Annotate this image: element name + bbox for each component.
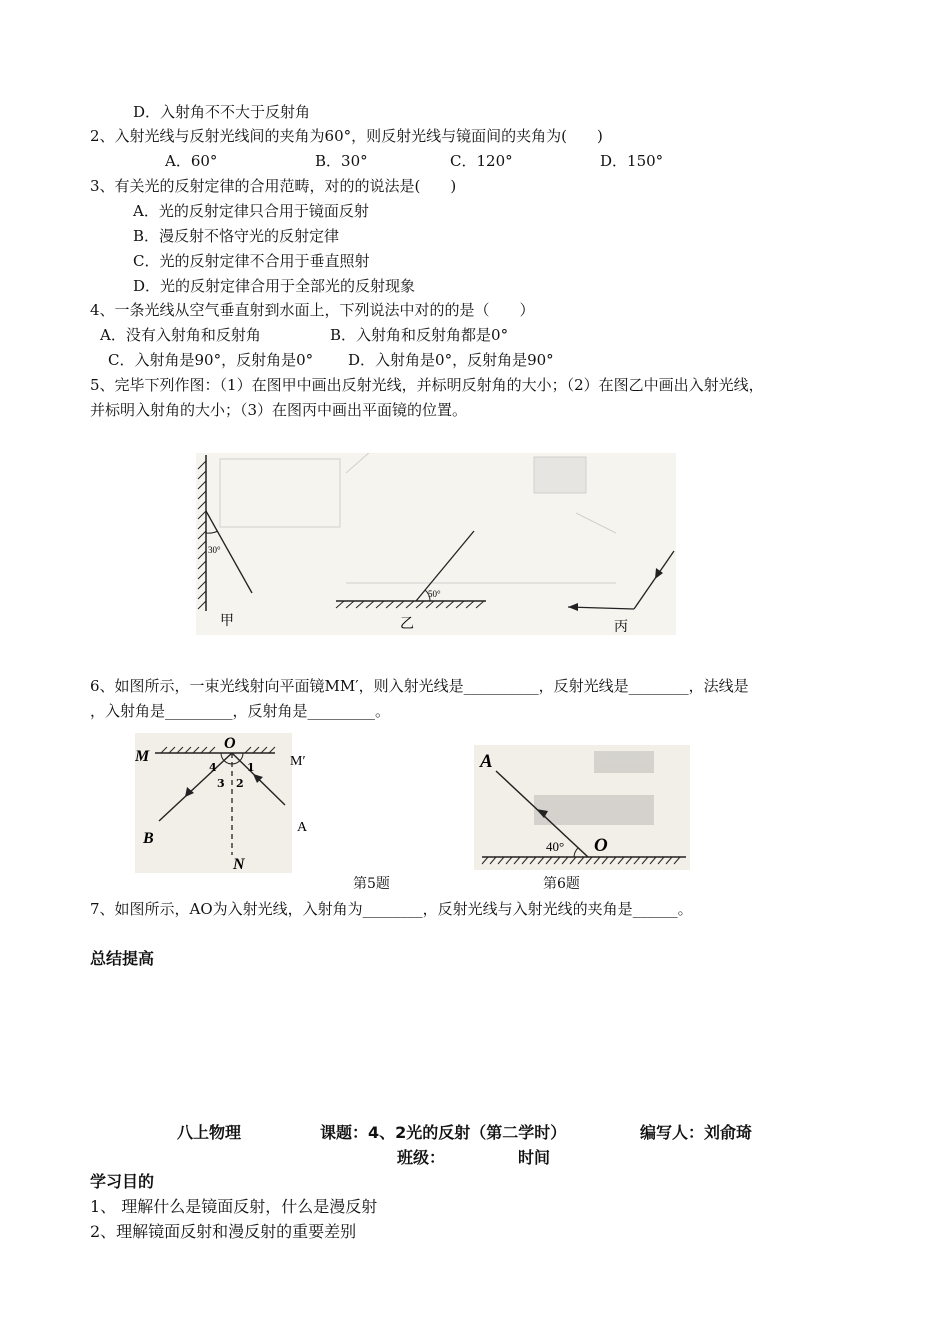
faded-background-print xyxy=(534,751,654,825)
label-b: B xyxy=(143,830,154,847)
q4-option-a: A．没有入射角和反射角 xyxy=(100,326,261,344)
label-m: M xyxy=(135,748,150,765)
mirror-jia xyxy=(198,455,206,611)
summary-heading: 总结提高 xyxy=(90,949,155,968)
label-o: O xyxy=(594,835,608,856)
q3-option-b: B．漫反射不恪守光的反射定律 xyxy=(133,227,340,245)
label-jia: 甲 xyxy=(220,613,234,629)
q4-option-c: C．入射角是90°，反射角是0° xyxy=(108,351,314,369)
mirror-yi xyxy=(336,601,486,608)
caption-question6: 第6题 xyxy=(543,876,580,892)
q3-option-a: A．光的反射定律只合用于镜面反射 xyxy=(133,202,369,220)
ray-bing-incident xyxy=(634,551,674,609)
q6-line2: ，入射角是_________，反射角是_________。 xyxy=(90,702,391,720)
mirror-q6 xyxy=(482,857,686,864)
label-angle-2: 2 xyxy=(236,777,244,790)
header-author: 编写人：刘俞琦 xyxy=(640,1123,753,1142)
angle-label: 40° xyxy=(546,839,565,854)
q1-option-d: D．入射角不不大于反射角 xyxy=(133,103,311,121)
label-a: A xyxy=(480,751,493,772)
q4-option-d: D．入射角是0°，反射角是90° xyxy=(348,351,554,369)
q2-option-b: B．30° xyxy=(315,152,368,170)
header-class: 班级： xyxy=(397,1148,446,1167)
goal-item-2: 2、理解镜面反射和漫反射的重要差别 xyxy=(90,1222,357,1241)
label-yi: 乙 xyxy=(400,616,414,632)
q7-stem: 7、如图所示，AO为入射光线，入射角为________，反射光线与入射光线的夹角是______。 xyxy=(90,900,693,918)
label-angle-4: 4 xyxy=(209,761,217,774)
ray-yi xyxy=(416,531,474,601)
q6-line1: 6、如图所示，一束光线射向平面镜MM′，则入射光线是__________，反射光线是________，法线是 xyxy=(90,677,749,695)
q2-option-a: A．60° xyxy=(165,152,218,170)
q4-option-b: B．入射角和反射角都是0° xyxy=(330,326,509,344)
caption-question5: 第5题 xyxy=(353,876,390,892)
label-a: A xyxy=(297,820,308,835)
goals-heading: 学习目的 xyxy=(90,1172,155,1191)
figure-question6 xyxy=(474,745,690,870)
header-topic: 课题：4、2光的反射（第二学时） xyxy=(320,1123,567,1142)
faded-background-print xyxy=(220,453,616,583)
figure-q5 xyxy=(196,453,676,635)
angle-label-jia: 30° xyxy=(208,545,221,555)
q2-option-c: C．120° xyxy=(450,152,513,170)
q2-stem: 2、入射光线与反射光线间的夹角为60°，则反射光线与镜面间的夹角为( ) xyxy=(90,127,603,145)
angle-arc-jia xyxy=(206,531,218,533)
label-angle-1: 1 xyxy=(247,761,255,774)
angle-arc xyxy=(574,848,578,857)
q3-option-c: C．光的反射定律不合用于垂直照射 xyxy=(133,252,370,270)
label-n: N xyxy=(233,856,245,873)
label-bing: 丙 xyxy=(614,619,628,635)
header-time: 时间 xyxy=(518,1148,551,1167)
arrow-bing-horizontal xyxy=(568,603,578,611)
q5-line2: 并标明入射角的大小；（3）在图丙中画出平面镜的位置。 xyxy=(90,401,468,419)
label-m-prime: M′ xyxy=(290,754,306,769)
q3-stem: 3、有关光的反射定律的合用范畴，对的的说法是( ) xyxy=(90,177,457,195)
figure-question5 xyxy=(135,733,325,873)
goal-item-1: 1、 理解什么是镜面反射，什么是漫反射 xyxy=(90,1197,378,1216)
q4-stem: 4、一条光线从空气垂直射到水面上，下列说法中对的的是（ ） xyxy=(90,301,535,319)
label-angle-3: 3 xyxy=(217,777,225,790)
q5-line1: 5、完毕下列作图：（1）在图甲中画出反射光线，并标明反射角的大小；（2）在图乙中画出入射光线， xyxy=(90,376,764,394)
q2-option-d: D．150° xyxy=(600,152,664,170)
q3-option-d: D．光的反射定律合用于全部光的反射现象 xyxy=(133,277,416,295)
header-subject: 八上物理 xyxy=(177,1123,242,1142)
label-o: O xyxy=(224,735,236,752)
angle-label-yi: 50° xyxy=(428,589,441,599)
